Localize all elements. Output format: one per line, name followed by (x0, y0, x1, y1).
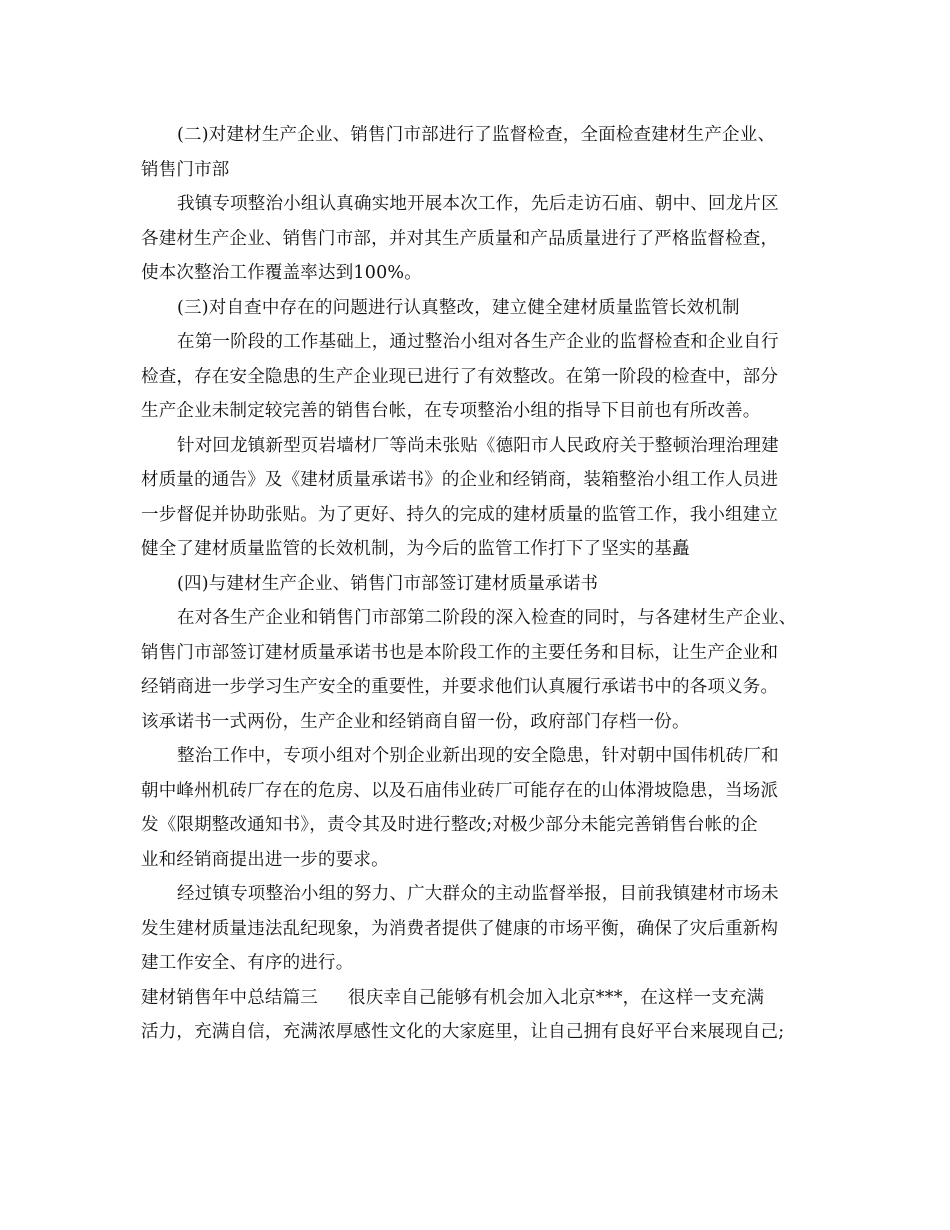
paragraph-line: (四)与建材生产企业、销售门市部签订建材质量承诺书 (177, 573, 599, 594)
paragraph-line: 健全了建材质量监管的长效机制，为今后的监管工作打下了坚实的基矗 (141, 539, 690, 559)
paragraph-line: 该承诺书一式两份，生产企业和经销商自留一份，政府部门存档一份。 (141, 711, 690, 732)
paragraph-line: 材质量的通告》及《建材质量承诺书》的企业和经销商，装箱整治小组工作人员进 (141, 470, 779, 490)
paragraph-line: (二)对建材生产企业、销售门市部进行了监督检查，全面检查建材生产企业、 (177, 125, 776, 145)
paragraph-line: 经销商进一步学习生产安全的重要性，并要求他们认真履行承诺书中的各项义务。 (141, 677, 779, 697)
paragraph-line: 一步督促并协助张贴。为了更好、持久的完成的建材质量的监管工作，我小组建立 (141, 504, 779, 525)
paragraph-line: 朝中峰州机砖厂存在的危房、以及石庙伟业砖厂可能存在的山体滑坡隐患，当场派 (141, 780, 779, 801)
paragraph-line: 在第一阶段的工作基础上，通过整治小组对各生产企业的监督检查和企业自行 (177, 332, 779, 352)
paragraph-line: 我镇专项整治小组认真确实地开展本次工作，先后走访石庙、朝中、回龙片区 (177, 194, 779, 214)
paragraph-line: 建工作安全、有序的进行。 (141, 953, 354, 973)
section-first-line: 很庆幸自己能够有机会加入北京***，在这样一支充满 (348, 987, 765, 1008)
paragraph-line: 销售门市部 (141, 159, 230, 180)
paragraph-line: 发《限期整改通知书》，责令其及时进行整改;对极少部分未能完善销售台帐的企 (141, 815, 758, 835)
paragraph-line: 整治工作中，专项小组对个别企业新出现的安全隐患，针对朝中国伟机砖厂和 (177, 746, 779, 766)
paragraph-line: 在对各生产企业和销售门市部第二阶段的深入检查的同时，与各建材生产企业、 (177, 608, 797, 628)
paragraph-line: 使本次整治工作覆盖率达到100%。 (141, 263, 422, 283)
paragraph-line: 针对回龙镇新型页岩墙材厂等尚未张贴《德阳市人民政府关于整顿治理治理建 (177, 435, 779, 456)
paragraph-line: (三)对自查中存在的问题进行认真整改，建立健全建材质量监管长效机制 (177, 297, 740, 318)
document-body (141, 118, 831, 1050)
paragraph-line: 活力，充满自信，充满浓厚感性文化的大家庭里，让自己拥有良好平台来展现自己; (141, 1022, 785, 1042)
paragraph-line: 发生建材质量违法乱纪现象，为消费者提供了健康的市场平衡，确保了灾后重新构 (141, 918, 779, 939)
paragraph-line: 业和经销商提出进一步的要求。 (141, 849, 389, 870)
section-heading: 建材销售年中总结篇三 (141, 987, 318, 1008)
paragraph-line: 生产企业未制定较完善的销售台帐，在专项整治小组的指导下目前也有所改善。 (141, 401, 761, 421)
paragraph-line: 检查，存在安全隐患的生产企业现已进行了有效整改。在第一阶段的检查中，部分 (141, 366, 779, 387)
paragraph-line: 销售门市部签订建材质量承诺书也是本阶段工作的主要任务和目标，让生产企业和 (141, 642, 779, 663)
section-heading-line (141, 981, 831, 1016)
paragraph-line: 各建材生产企业、销售门市部，并对其生产质量和产品质量进行了严格监督检查， (141, 228, 779, 249)
paragraph-line: 经过镇专项整治小组的努力、广大群众的主动监督举报，目前我镇建材市场未 (177, 884, 779, 904)
